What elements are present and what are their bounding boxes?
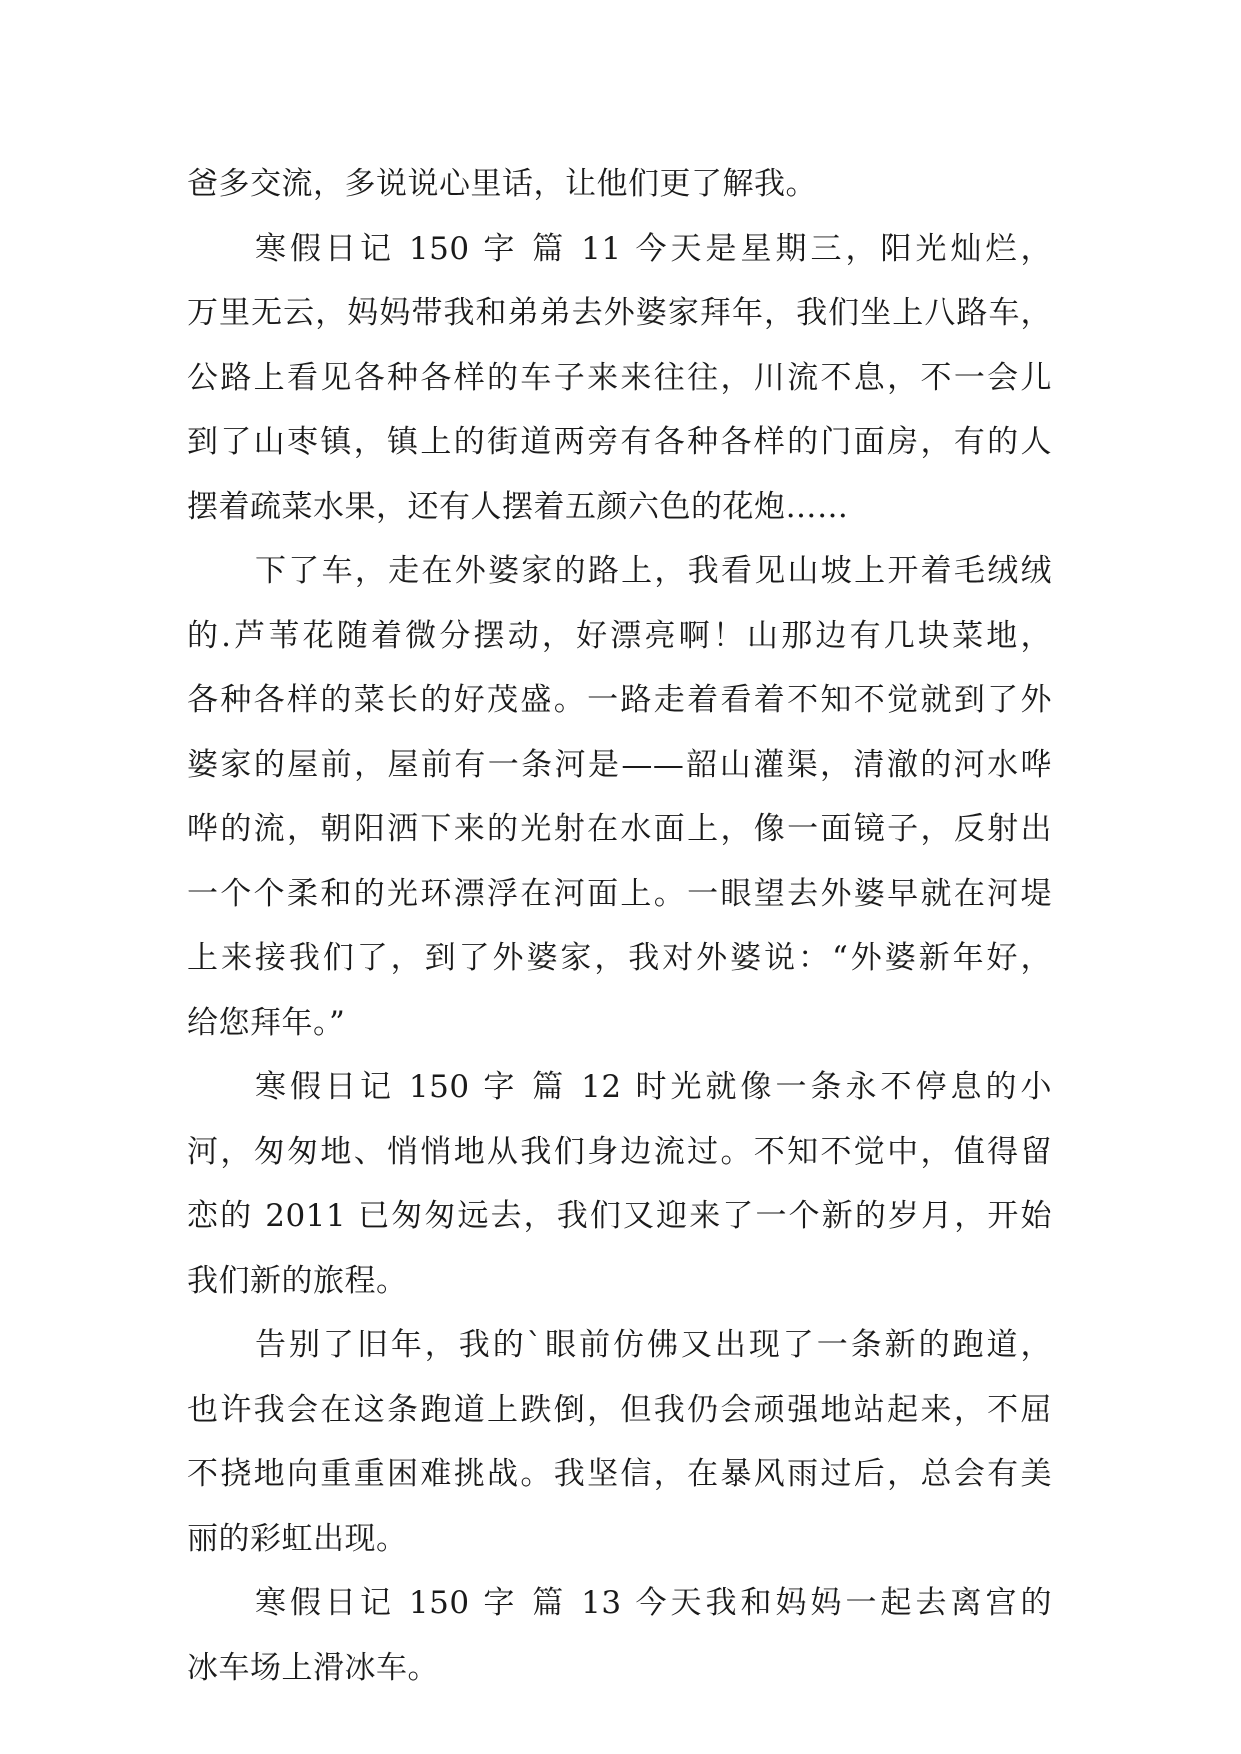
text-line: 婆家的屋前，屋前有一条河是——韶山灌渠，清澈的河水哗 — [187, 746, 1052, 783]
text-line: 哗的流，朝阳洒下来的光射在水面上，像一面镜子，反射出 — [187, 811, 1052, 847]
text-line: 的.芦苇花随着微分摆动，好漂亮啊！山那边有几块菜地， — [187, 617, 1052, 654]
text-line: 告别了旧年，我的`眼前仿佛又出现了一条新的跑道， — [255, 1327, 1052, 1363]
text-line: 河，匆匆地、悄悄地从我们身边流过。不知不觉中，值得留 — [187, 1133, 1052, 1170]
text-line: 上来接我们了，到了外婆家，我对外婆说：“外婆新年好， — [187, 940, 1052, 976]
text-line: 公路上看见各种各样的车子来来往往，川流不息，不一会儿 — [187, 359, 1052, 396]
text-line: 到了山枣镇，镇上的街道两旁有各种各样的门面房，有的人 — [187, 424, 1052, 460]
text-line: 一个个柔和的光环漂浮在河面上。一眼望去外婆早就在河堤 — [187, 875, 1052, 912]
text-line: 也许我会在这条跑道上跌倒，但我仍会顽强地站起来，不屈 — [187, 1391, 1052, 1428]
text-line: 我们新的旅程。 — [187, 1262, 408, 1299]
text-line: 给您拜年。” — [187, 1004, 346, 1041]
text-line: 不挠地向重重困难挑战。我坚信，在暴风雨过后，总会有美 — [187, 1456, 1052, 1492]
text-line: 爸多交流，多说说心里话，让他们更了解我。 — [187, 166, 817, 202]
text-line: 恋的 2011 已匆匆远去，我们又迎来了一个新的岁月，开始 — [187, 1198, 1052, 1234]
text-line: 寒假日记 150 字 篇 12 时光就像一条永不停息的小 — [255, 1069, 1052, 1105]
text-line: 冰车场上滑冰车。 — [187, 1649, 439, 1686]
text-line: 各种各样的菜长的好茂盛。一路走着看着不知不觉就到了外 — [187, 682, 1052, 718]
text-line: 寒假日记 150 字 篇 13 今天我和妈妈一起去离宫的 — [255, 1585, 1052, 1621]
text-line: 下了车，走在外婆家的路上，我看见山坡上开着毛绒绒 — [255, 553, 1052, 589]
text-line: 万里无云，妈妈带我和弟弟去外婆家拜年，我们坐上八路车， — [187, 295, 1052, 331]
text-line: 寒假日记 150 字 篇 11 今天是星期三，阳光灿烂， — [255, 230, 1052, 267]
text-line: 丽的彩虹出现。 — [187, 1520, 408, 1557]
document-body — [187, 152, 1052, 1700]
text-line: 摆着疏菜水果，还有人摆着五颜六色的花炮…… — [187, 488, 849, 525]
